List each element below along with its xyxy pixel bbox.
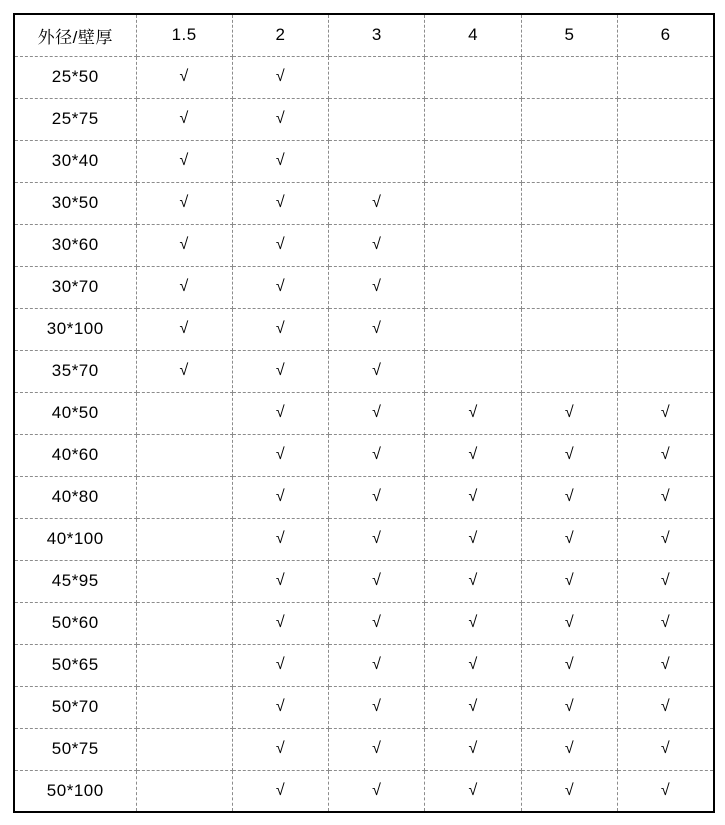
checkmark-cell: √	[232, 350, 328, 392]
size-thickness-spec-table	[13, 13, 715, 813]
row-label: 40*100	[14, 518, 136, 560]
checkmark-cell: √	[329, 686, 425, 728]
empty-cell	[521, 182, 617, 224]
table-row	[14, 770, 714, 812]
empty-cell	[425, 98, 521, 140]
empty-cell	[329, 140, 425, 182]
checkmark-cell: √	[618, 434, 714, 476]
row-label: 25*50	[14, 56, 136, 98]
checkmark-cell: √	[232, 98, 328, 140]
table-row	[14, 56, 714, 98]
checkmark-cell: √	[136, 182, 232, 224]
checkmark-cell: √	[618, 476, 714, 518]
checkmark-cell: √	[425, 728, 521, 770]
checkmark-cell: √	[329, 266, 425, 308]
checkmark-cell: √	[521, 602, 617, 644]
checkmark-cell: √	[232, 644, 328, 686]
row-label: 30*60	[14, 224, 136, 266]
checkmark-cell: √	[618, 770, 714, 812]
empty-cell	[521, 266, 617, 308]
empty-cell	[136, 644, 232, 686]
checkmark-cell: √	[618, 392, 714, 434]
checkmark-cell: √	[425, 518, 521, 560]
empty-cell	[136, 434, 232, 476]
checkmark-cell: √	[232, 182, 328, 224]
table-row	[14, 560, 714, 602]
checkmark-cell: √	[329, 560, 425, 602]
checkmark-cell: √	[618, 686, 714, 728]
checkmark-cell: √	[329, 728, 425, 770]
checkmark-cell: √	[425, 392, 521, 434]
checkmark-cell: √	[232, 434, 328, 476]
checkmark-cell: √	[329, 350, 425, 392]
empty-cell	[618, 350, 714, 392]
table-row	[14, 518, 714, 560]
checkmark-cell: √	[136, 140, 232, 182]
empty-cell	[425, 140, 521, 182]
checkmark-cell: √	[329, 224, 425, 266]
empty-cell	[521, 98, 617, 140]
row-label: 50*60	[14, 602, 136, 644]
checkmark-cell: √	[232, 518, 328, 560]
empty-cell	[618, 266, 714, 308]
empty-cell	[521, 56, 617, 98]
checkmark-cell: √	[329, 476, 425, 518]
checkmark-cell: √	[329, 644, 425, 686]
checkmark-cell: √	[425, 602, 521, 644]
table-row	[14, 602, 714, 644]
empty-cell	[136, 518, 232, 560]
checkmark-cell: √	[521, 686, 617, 728]
checkmark-cell: √	[232, 770, 328, 812]
empty-cell	[425, 182, 521, 224]
checkmark-cell: √	[232, 392, 328, 434]
checkmark-cell: √	[618, 602, 714, 644]
empty-cell	[136, 392, 232, 434]
column-header-thickness-4: 4	[425, 14, 521, 56]
row-label: 40*50	[14, 392, 136, 434]
empty-cell	[329, 98, 425, 140]
checkmark-cell: √	[136, 98, 232, 140]
column-header-thickness-1.5: 1.5	[136, 14, 232, 56]
empty-cell	[425, 350, 521, 392]
empty-cell	[136, 602, 232, 644]
checkmark-cell: √	[425, 644, 521, 686]
checkmark-cell: √	[232, 56, 328, 98]
row-label: 30*50	[14, 182, 136, 224]
checkmark-cell: √	[521, 392, 617, 434]
checkmark-cell: √	[521, 644, 617, 686]
table-row	[14, 308, 714, 350]
table-row	[14, 644, 714, 686]
checkmark-cell: √	[136, 56, 232, 98]
row-label: 50*65	[14, 644, 136, 686]
table-row	[14, 434, 714, 476]
empty-cell	[521, 140, 617, 182]
row-label: 45*95	[14, 560, 136, 602]
checkmark-cell: √	[618, 728, 714, 770]
checkmark-cell: √	[232, 560, 328, 602]
checkmark-cell: √	[136, 224, 232, 266]
row-label: 30*70	[14, 266, 136, 308]
checkmark-cell: √	[329, 392, 425, 434]
row-label: 50*100	[14, 770, 136, 812]
checkmark-cell: √	[425, 476, 521, 518]
checkmark-cell: √	[329, 602, 425, 644]
column-header-thickness-6: 6	[618, 14, 714, 56]
empty-cell	[618, 182, 714, 224]
checkmark-cell: √	[232, 140, 328, 182]
checkmark-cell: √	[425, 770, 521, 812]
row-label: 30*100	[14, 308, 136, 350]
empty-cell	[618, 56, 714, 98]
empty-cell	[136, 560, 232, 602]
empty-cell	[425, 266, 521, 308]
empty-cell	[618, 224, 714, 266]
empty-cell	[136, 728, 232, 770]
row-label: 35*70	[14, 350, 136, 392]
row-label: 40*60	[14, 434, 136, 476]
checkmark-cell: √	[425, 686, 521, 728]
checkmark-cell: √	[136, 350, 232, 392]
empty-cell	[521, 224, 617, 266]
row-label: 40*80	[14, 476, 136, 518]
checkmark-cell: √	[232, 308, 328, 350]
checkmark-cell: √	[232, 686, 328, 728]
checkmark-cell: √	[329, 770, 425, 812]
checkmark-cell: √	[425, 560, 521, 602]
checkmark-cell: √	[232, 728, 328, 770]
checkmark-cell: √	[618, 644, 714, 686]
table-row	[14, 266, 714, 308]
checkmark-cell: √	[521, 728, 617, 770]
table-row	[14, 728, 714, 770]
column-header-thickness-3: 3	[329, 14, 425, 56]
row-label: 25*75	[14, 98, 136, 140]
empty-cell	[618, 308, 714, 350]
checkmark-cell: √	[136, 308, 232, 350]
checkmark-cell: √	[329, 518, 425, 560]
row-label: 50*70	[14, 686, 136, 728]
checkmark-cell: √	[618, 518, 714, 560]
empty-cell	[425, 224, 521, 266]
checkmark-cell: √	[232, 224, 328, 266]
checkmark-cell: √	[521, 770, 617, 812]
empty-cell	[425, 308, 521, 350]
table-row	[14, 182, 714, 224]
checkmark-cell: √	[425, 434, 521, 476]
table-row	[14, 392, 714, 434]
checkmark-cell: √	[521, 434, 617, 476]
empty-cell	[136, 476, 232, 518]
corner-header-outer-diameter-wall-thickness: 外径/壁厚	[14, 14, 136, 56]
checkmark-cell: √	[618, 560, 714, 602]
checkmark-cell: √	[329, 434, 425, 476]
checkmark-cell: √	[136, 266, 232, 308]
empty-cell	[136, 770, 232, 812]
table-row	[14, 476, 714, 518]
empty-cell	[136, 686, 232, 728]
row-label: 30*40	[14, 140, 136, 182]
table-row	[14, 350, 714, 392]
checkmark-cell: √	[232, 476, 328, 518]
checkmark-cell: √	[521, 476, 617, 518]
checkmark-cell: √	[232, 266, 328, 308]
table-row	[14, 686, 714, 728]
checkmark-cell: √	[232, 602, 328, 644]
column-header-thickness-5: 5	[521, 14, 617, 56]
checkmark-cell: √	[329, 308, 425, 350]
empty-cell	[329, 56, 425, 98]
empty-cell	[618, 98, 714, 140]
empty-cell	[521, 308, 617, 350]
empty-cell	[425, 56, 521, 98]
checkmark-cell: √	[329, 182, 425, 224]
checkmark-cell: √	[521, 560, 617, 602]
table-row	[14, 224, 714, 266]
row-label: 50*75	[14, 728, 136, 770]
empty-cell	[618, 140, 714, 182]
empty-cell	[521, 350, 617, 392]
checkmark-cell: √	[521, 518, 617, 560]
column-header-thickness-2: 2	[232, 14, 328, 56]
table-row	[14, 140, 714, 182]
table-row	[14, 98, 714, 140]
header-row	[14, 14, 714, 56]
